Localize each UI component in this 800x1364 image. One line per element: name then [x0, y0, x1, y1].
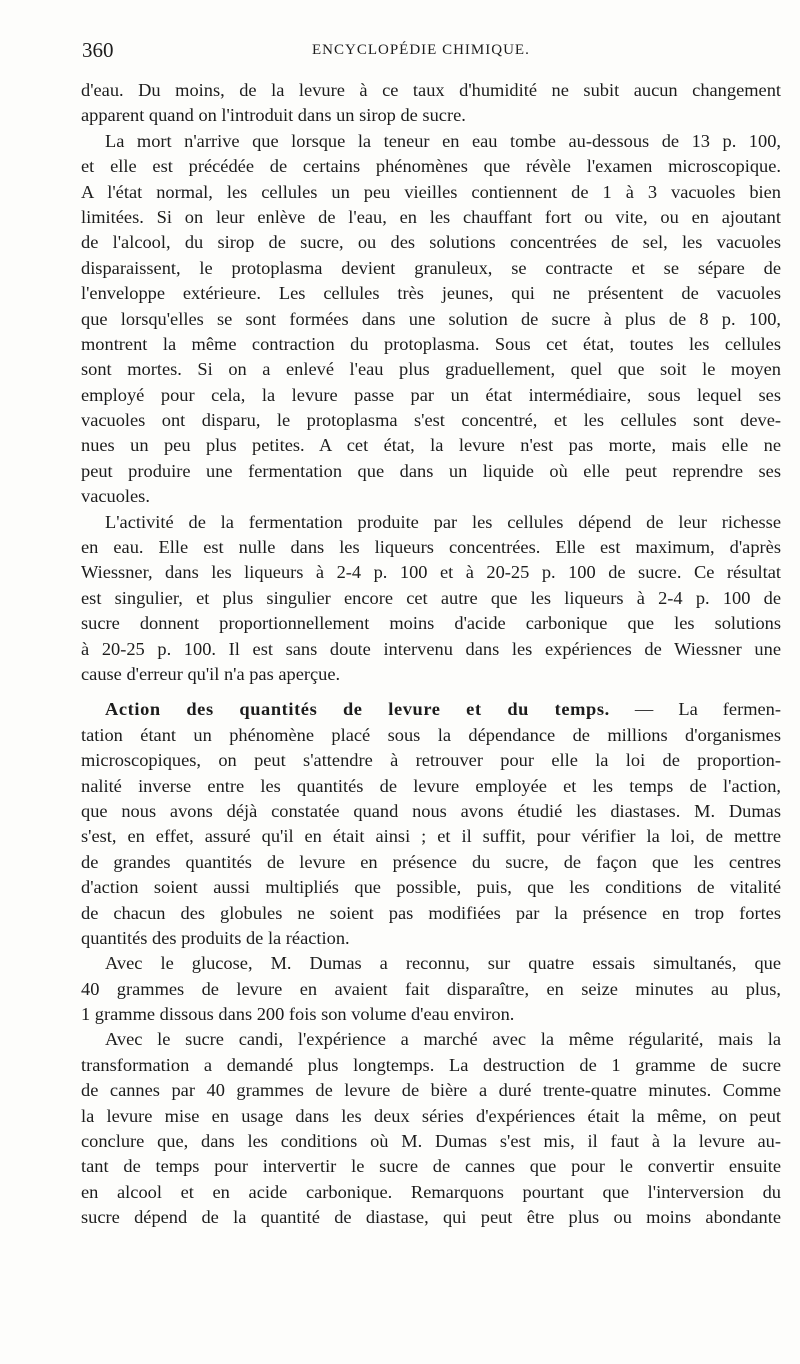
text-line: Wiessner, dans les liqueurs à 2-4 p. 100 et à 20-25 p. 100 de sucre. Ce résultat	[81, 562, 781, 583]
text-line: nalité inverse entre les quantités de levure employée et les temps de l'action,	[81, 775, 781, 796]
text-line: d'action soient aussi multipliés que possible, puis, que les conditions de vitalité	[81, 877, 781, 898]
text-line: nues un peu plus petites. A cet état, la levure n'est pas morte, mais elle ne	[81, 435, 781, 456]
text-line: l'enveloppe extérieure. Les cellules très jeunes, qui ne présentent de vacuoles	[81, 283, 781, 304]
running-title: ENCYCLOPÉDIE CHIMIQUE.	[312, 42, 530, 58]
text-line: apparent quand on l'introduit dans un sirop de sucre.	[81, 105, 466, 126]
text-line: microscopiques, on peut s'attendre à retrouver pour elle la loi de proportion-	[81, 750, 781, 771]
text-line: que nous avons déjà constatée quand nous avons étudié les diastases. M. Dumas	[81, 800, 781, 821]
text-line: employé pour cela, la levure passe par un état intermédiaire, sous lequel ses	[81, 384, 781, 405]
paragraph	[81, 1027, 781, 1230]
text-line: Avec le sucre candi, l'expérience a marché avec la même régularité, mais la	[105, 1029, 781, 1050]
text-line: conclure que, dans les conditions où M. Dumas s'est mis, il faut à la levure au-	[81, 1131, 781, 1152]
text-line: que lorsqu'elles se sont formées dans une solution de sucre à plus de 8 p. 100,	[81, 308, 781, 329]
text-line: à 20-25 p. 100. Il est sans doute intervenu dans les expériences de Wiessner une	[81, 638, 781, 659]
paragraph	[81, 697, 781, 951]
text-line: vacuoles.	[81, 486, 150, 507]
text-line: de grandes quantités de levure en présence du sucre, de façon que les centres	[81, 851, 781, 872]
text-line: tant de temps pour intervertir le sucre de cannes que pour le convertir ensuite	[81, 1156, 781, 1177]
text-line: 40 grammes de levure en avaient fait disparaître, en seize minutes au plus,	[81, 978, 781, 999]
text-line: en alcool et en acide carbonique. Remarquons pourtant que l'interversion du	[81, 1181, 781, 1202]
text-line: A l'état normal, les cellules un peu vieilles contiennent de 1 à 3 vacuoles bien	[81, 181, 781, 202]
paragraph	[81, 129, 781, 510]
text-line: Avec le glucose, M. Dumas a reconnu, sur quatre essais simultanés, que	[105, 953, 781, 974]
text-line: la levure mise en usage dans les deux séries d'expériences était la même, on peut	[81, 1105, 781, 1126]
paragraph	[81, 78, 781, 129]
text-line: sucre donnent proportionnellement moins d'acide carbonique que les solutions	[81, 613, 781, 634]
text-line: transformation a demandé plus longtemps. La destruction de 1 gramme de sucre	[81, 1054, 781, 1075]
text-line: tation étant un phénomène placé sous la dépendance de millions d'organismes	[81, 724, 781, 745]
text-line: vacuoles ont disparu, le protoplasma s'est concentré, et les cellules sont deve-	[81, 410, 781, 431]
page-header	[80, 34, 780, 64]
section-title-rest: — La fermen-	[609, 699, 781, 720]
text-line: et elle est précédée de certains phénomènes que révèle l'examen microscopique.	[81, 156, 781, 177]
text-line: de cannes par 40 grammes de levure de bière a duré trente-quatre minutes. Comme	[81, 1080, 781, 1101]
text-line: d'eau. Du moins, de la levure à ce taux d'humidité ne subit aucun changement	[81, 80, 781, 100]
text-line: de chacun des globules ne soient pas modifiées par la présence en trop fortes	[81, 902, 781, 923]
section-heading-line	[81, 697, 781, 722]
paragraph	[81, 510, 781, 688]
text-line: s'est, en effet, assuré qu'il en était ainsi ; et il suffit, pour vérifier la loi, de mettre	[81, 826, 781, 847]
section-title: Action des quantités de levure et du temps.	[105, 699, 610, 720]
text-line: est singulier, et plus singulier encore cet autre que les liqueurs à 2-4 p. 100 de	[81, 587, 781, 608]
text-line: cause d'erreur qu'il n'a pas aperçue.	[81, 663, 341, 684]
text-line: en eau. Elle est nulle dans les liqueurs concentrées. Elle est maximum, d'après	[81, 537, 781, 558]
page-number: 360	[82, 38, 114, 62]
text-line: sont mortes. Si on a enlevé l'eau plus graduellement, quel que soit le moyen	[81, 359, 781, 380]
text-line: 1 gramme dissous dans 200 fois son volume d'eau environ.	[81, 1004, 515, 1025]
text-line: limitées. Si on leur enlève de l'eau, en les chauffant fort ou vite, ou en ajoutant	[81, 206, 781, 227]
text-line: disparaissent, le protoplasma devient granuleux, se contracte et se sépare de	[81, 257, 781, 278]
text-line: quantités des produits de la réaction.	[81, 927, 350, 948]
text-line: peut produire une fermentation que dans un liquide où elle peut reprendre ses	[81, 460, 781, 481]
text-line: La mort n'arrive que lorsque la teneur en eau tombe au-dessous de 13 p. 100,	[105, 130, 781, 151]
text-line: L'activité de la fermentation produite par les cellules dépend de leur richesse	[105, 511, 781, 532]
body-text	[81, 78, 781, 1231]
text-line: montrent la même contraction du protoplasma. Sous cet état, toutes les cellules	[81, 333, 781, 354]
text-line: sucre dépend de la quantité de diastase, qui peut être plus ou moins abondante	[81, 1207, 781, 1228]
paragraph	[81, 951, 781, 1027]
text-line: de l'alcool, du sirop de sucre, ou des solutions concentrées de sel, les vacuoles	[81, 232, 781, 253]
